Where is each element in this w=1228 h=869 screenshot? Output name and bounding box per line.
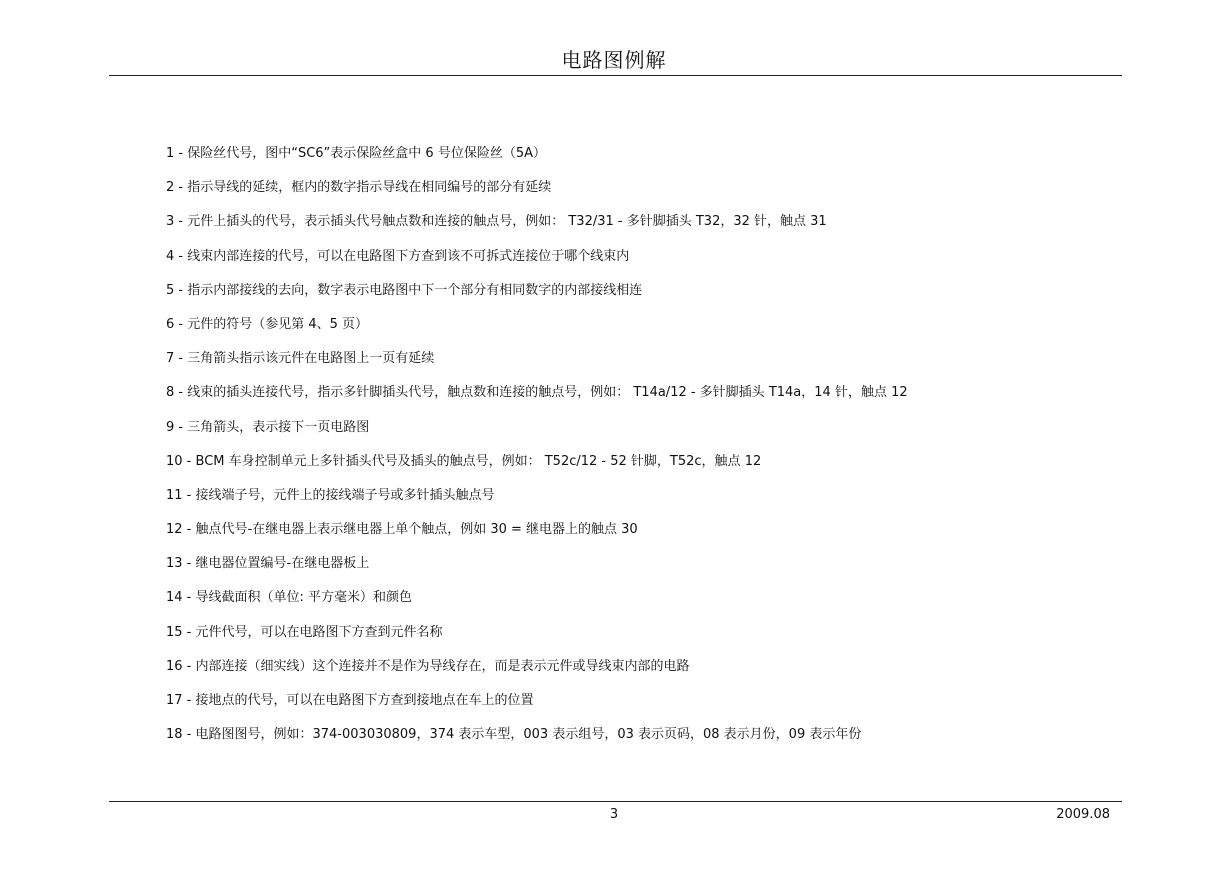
legend-item-6: 6 - 元件的符号（参见第 4、5 页）: [166, 316, 369, 332]
legend-item-14: 14 - 导线截面积（单位: 平方毫米）和颜色: [166, 590, 413, 606]
legend-item-10: 10 - BCM 车身控制单元上多针插头代号及插头的触点号，例如： T52c/12 - 52 针脚，T52c，触点 12: [166, 453, 762, 469]
publication-date: 2009.08: [1056, 807, 1110, 822]
legend-item-12: 12 - 触点代号-在继电器上表示继电器上单个触点，例如 30 = 继电器上的触点 30: [166, 522, 638, 538]
footer-divider: [109, 801, 1122, 802]
legend-item-11: 11 - 接线端子号，元件上的接线端子号或多针插头触点号: [166, 487, 495, 503]
legend-item-5: 5 - 指示内部接线的去向，数字表示电路图中下一个部分有相同数字的内部接线相连: [166, 282, 643, 298]
legend-item-17: 17 - 接地点的代号，可以在电路图下方查到接地点在车上的位置: [166, 693, 534, 708]
page-number: 3: [609, 807, 619, 822]
legend-item-2: 2 - 指示导线的延续，框内的数字指示导线在相同编号的部分有延续: [166, 180, 552, 196]
legend-item-16: 16 - 内部连接（细实线）这个连接并不是作为导线存在，而是表示元件或导线束内部的电路: [166, 658, 690, 674]
legend-item-15: 15 - 元件代号，可以在电路图下方查到元件名称: [166, 624, 443, 640]
legend-item-1: 1 - 保险丝代号，图中“SC6”表示保险丝盒中 6 号位保险丝（5A）: [166, 146, 546, 161]
legend-item-3: 3 - 元件上插头的代号，表示插头代号触点数和连接的触点号，例如： T32/31 - 多针脚插头 T32，32 针，触点 31: [166, 214, 827, 230]
header-divider: [109, 75, 1122, 76]
legend-item-7: 7 - 三角箭头指示该元件在电路图上一页有延续: [166, 351, 435, 367]
legend-item-4: 4 - 线束内部连接的代号，可以在电路图下方查到该不可拆式连接位于哪个线束内: [166, 248, 630, 264]
legend-item-18: 18 - 电路图图号，例如：374-003030809，374 表示车型，003 表示组号，03 表示页码，08 表示月份，09 表示年份: [166, 727, 862, 743]
legend-list: [166, 143, 1146, 758]
page-title: 电路图例解: [561, 48, 667, 72]
legend-item-8: 8 - 线束的插头连接代号，指示多针脚插头代号，触点数和连接的触点号，例如： T14a/12 - 多针脚插头 T14a，14 针，触点 12: [166, 385, 908, 401]
legend-item-9: 9 - 三角箭头，表示接下一页电路图: [166, 419, 370, 435]
legend-item-13: 13 - 继电器位置编号-在继电器板上: [166, 556, 370, 572]
